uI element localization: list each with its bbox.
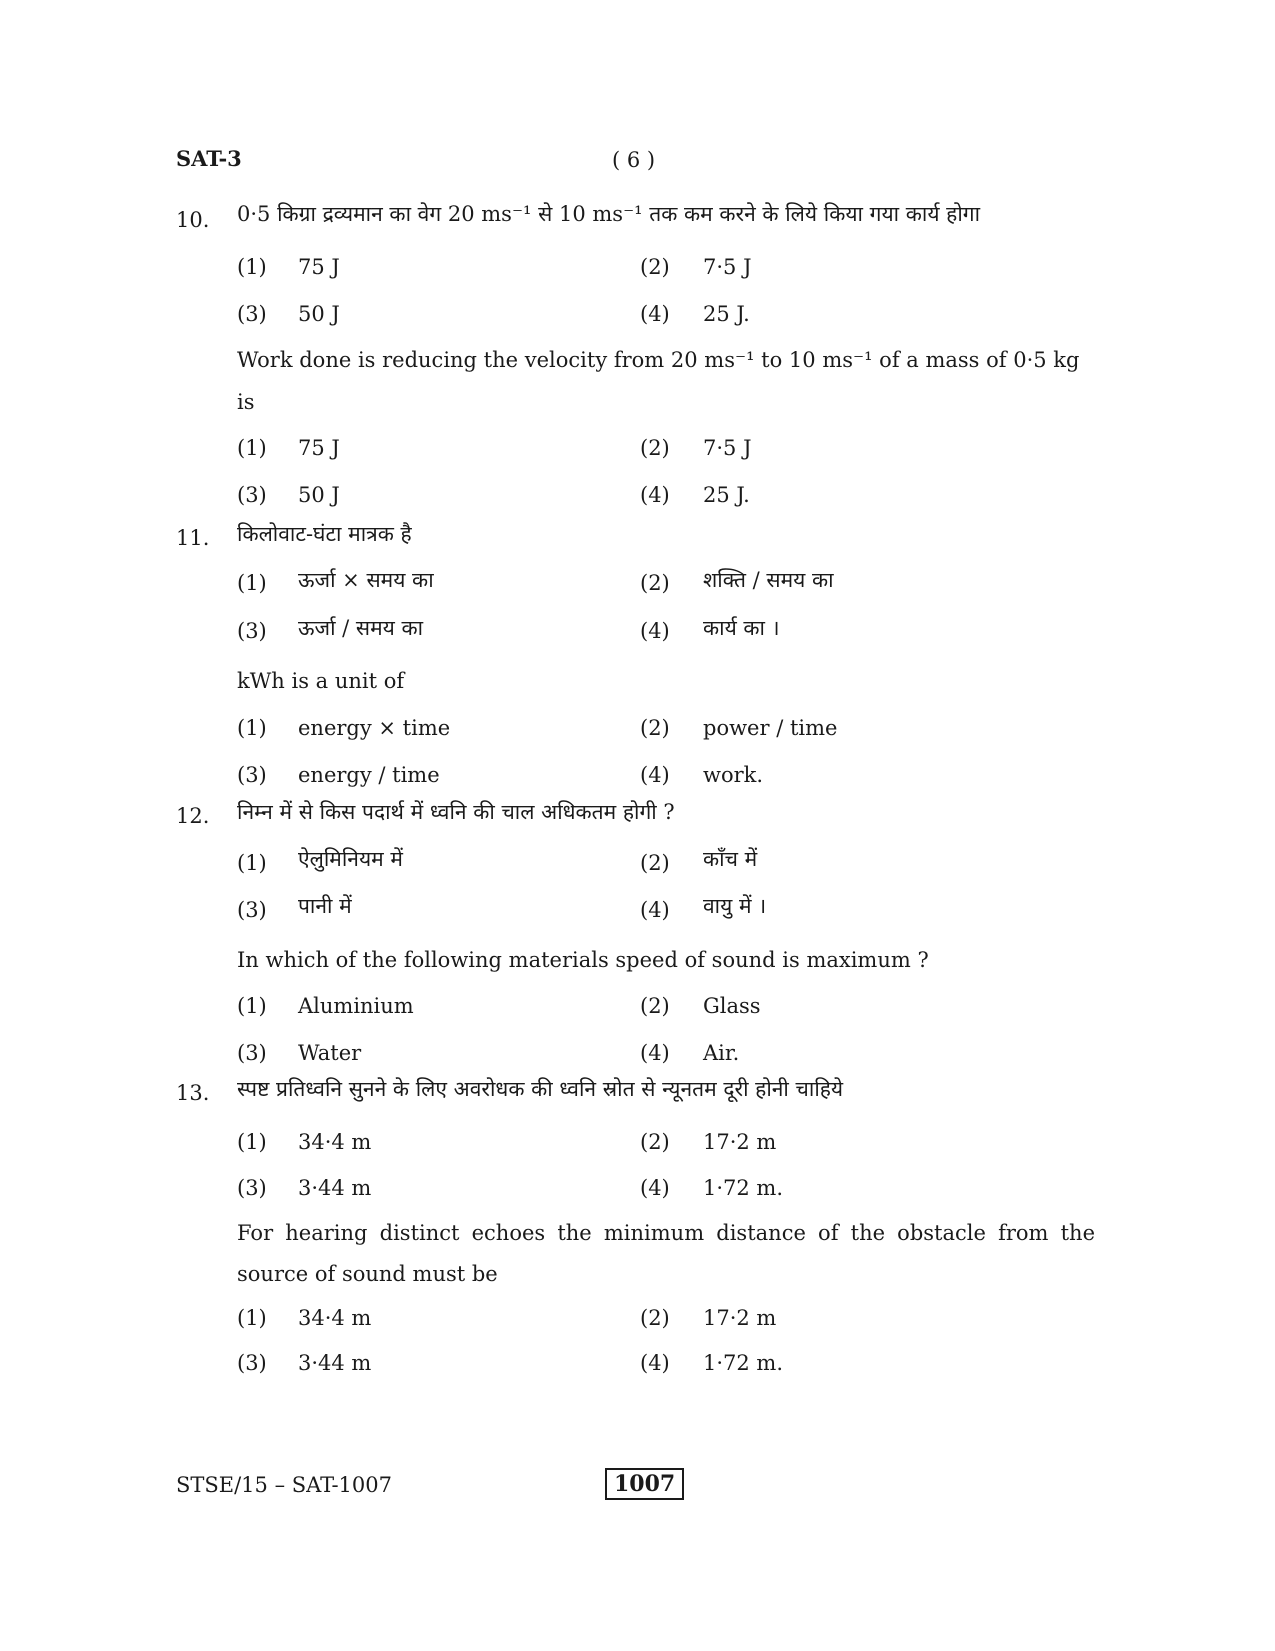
question-12-english: In which of the following materials speed of sound is maximum ?: [237, 948, 929, 972]
q12-english-option-1-label: (1): [237, 994, 267, 1018]
q11-hindi-option-2: शक्ति / समय का: [703, 568, 834, 592]
q10-english-option-1: 75 J: [298, 436, 340, 460]
q10-hindi-option-1: 75 J: [298, 255, 340, 279]
q10-hindi-option-2-label: (2): [640, 255, 670, 279]
q11-english-option-4-label: (4): [640, 763, 670, 787]
q12-english-option-4-label: (4): [640, 1041, 670, 1065]
q10-english-option-2: 7·5 J: [703, 436, 752, 460]
q11-hindi-option-3-label: (3): [237, 619, 267, 643]
q10-english-option-4-label: (4): [640, 483, 670, 507]
q11-hindi-option-2-label: (2): [640, 571, 670, 595]
q10-english-option-3-label: (3): [237, 483, 267, 507]
question-10-english-cont: is: [237, 390, 255, 414]
q13-english-option-2-label: (2): [640, 1306, 670, 1330]
q12-english-option-3-label: (3): [237, 1041, 267, 1065]
q10-english-option-2-label: (2): [640, 436, 670, 460]
question-13-english: For hearing distinct echoes the minimum distance of the obstacle from the: [237, 1221, 1095, 1245]
question-12-hindi: निम्न में से किस पदार्थ में ध्वनि की चाल अधिकतम होगी ?: [237, 800, 675, 824]
q13-english-option-4: 1·72 m.: [703, 1351, 784, 1375]
q10-hindi-option-4: 25 J.: [703, 302, 750, 326]
q11-english-option-1-label: (1): [237, 716, 267, 740]
q11-hindi-option-4-label: (4): [640, 619, 670, 643]
q12-hindi-option-2: काँच में: [703, 847, 758, 871]
q13-hindi-option-4-label: (4): [640, 1176, 670, 1200]
page-number: ( 6 ): [612, 148, 656, 172]
q11-english-option-3: energy / time: [298, 763, 440, 787]
q13-hindi-option-3-label: (3): [237, 1176, 267, 1200]
question-10-hindi: 0·5 किग्रा द्रव्यमान का वेग 20 ms⁻¹ से 10 ms⁻¹ तक कम करने के लिये किया गया कार्य होगा: [237, 202, 981, 226]
q11-english-option-2-label: (2): [640, 716, 670, 740]
q12-hindi-option-4-label: (4): [640, 898, 670, 922]
footer-paper-id: STSE/15 – SAT-1007: [176, 1473, 392, 1497]
q10-hindi-option-2: 7·5 J: [703, 255, 752, 279]
q11-hindi-option-3: ऊर्जा / समय का: [298, 616, 424, 640]
q13-hindi-option-1-label: (1): [237, 1130, 267, 1154]
q11-english-option-3-label: (3): [237, 763, 267, 787]
q13-hindi-option-2: 17·2 m: [703, 1130, 777, 1154]
question-10-english: Work done is reducing the velocity from 20 ms⁻¹ to 10 ms⁻¹ of a mass of 0·5 kg: [237, 348, 1080, 372]
q12-hindi-option-1: ऐलुमिनियम में: [298, 847, 403, 871]
q10-hindi-option-4-label: (4): [640, 302, 670, 326]
q12-hindi-option-3-label: (3): [237, 898, 267, 922]
q11-hindi-option-4: कार्य का ।: [703, 616, 780, 640]
question-13-number: 13.: [176, 1081, 210, 1105]
q12-english-option-3: Water: [298, 1041, 362, 1065]
q10-hindi-option-3-label: (3): [237, 302, 267, 326]
q12-english-option-4: Air.: [703, 1041, 740, 1065]
question-11-number: 11.: [176, 526, 210, 550]
q12-hindi-option-3: पानी में: [298, 894, 352, 918]
q11-english-option-2: power / time: [703, 716, 838, 740]
q11-hindi-option-1: ऊर्जा × समय का: [298, 568, 434, 592]
q10-hindi-option-1-label: (1): [237, 255, 267, 279]
q13-english-option-3-label: (3): [237, 1351, 267, 1375]
question-12-number: 12.: [176, 804, 210, 828]
q11-english-option-1: energy × time: [298, 716, 451, 740]
q13-english-option-1: 34·4 m: [298, 1306, 372, 1330]
question-13-hindi: स्पष्ट प्रतिध्वनि सुनने के लिए अवरोधक की ध्वनि स्रोत से न्यूनतम दूरी होनी चाहिये: [237, 1077, 844, 1101]
q13-english-option-3: 3·44 m: [298, 1351, 372, 1375]
q10-english-option-4: 25 J.: [703, 483, 750, 507]
q13-english-option-2: 17·2 m: [703, 1306, 777, 1330]
q13-english-option-1-label: (1): [237, 1306, 267, 1330]
q10-english-option-1-label: (1): [237, 436, 267, 460]
q10-english-option-3: 50 J: [298, 483, 340, 507]
footer-code-box: 1007: [605, 1468, 684, 1500]
question-10-number: 10.: [176, 208, 210, 232]
question-11-hindi: किलोवाट-घंटा मात्रक है: [237, 522, 412, 546]
q12-hindi-option-1-label: (1): [237, 851, 267, 875]
q12-english-option-1: Aluminium: [298, 994, 414, 1018]
q13-hindi-option-4: 1·72 m.: [703, 1176, 784, 1200]
q13-hindi-option-1: 34·4 m: [298, 1130, 372, 1154]
q12-english-option-2: Glass: [703, 994, 761, 1018]
question-13-english-cont: source of sound must be: [237, 1262, 498, 1286]
q10-hindi-option-3: 50 J: [298, 302, 340, 326]
q12-english-option-2-label: (2): [640, 994, 670, 1018]
q12-hindi-option-2-label: (2): [640, 851, 670, 875]
q12-hindi-option-4: वायु में ।: [703, 894, 767, 918]
q11-english-option-4: work.: [703, 763, 764, 787]
paper-code: SAT-3: [176, 146, 242, 171]
question-11-english: kWh is a unit of: [237, 669, 405, 693]
q13-hindi-option-3: 3·44 m: [298, 1176, 372, 1200]
q11-hindi-option-1-label: (1): [237, 571, 267, 595]
q13-hindi-option-2-label: (2): [640, 1130, 670, 1154]
q13-english-option-4-label: (4): [640, 1351, 670, 1375]
